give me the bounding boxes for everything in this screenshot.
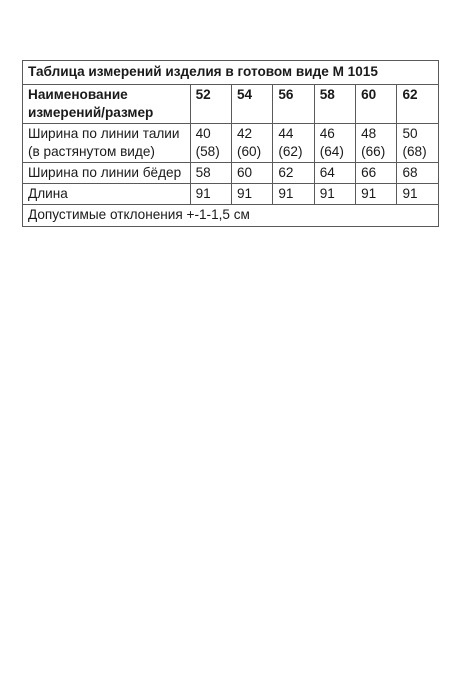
header-size-cell: 58 [314, 85, 355, 124]
table-title: Таблица измерений изделия в готовом виде М 1015 [23, 61, 439, 85]
row-name-cell: Ширина по линии талии (в растянутом виде) [23, 124, 191, 163]
header-size-cell: 56 [273, 85, 314, 124]
table-header-row [23, 85, 439, 124]
value-cell: 48 (66) [356, 124, 397, 163]
table-note-row [23, 205, 439, 227]
value-cell: 68 [397, 163, 439, 184]
row-name-cell: Длина [23, 184, 191, 205]
table-row [23, 163, 439, 184]
header-name-cell: Наименование измерений/размер [23, 85, 191, 124]
value-cell: 64 [314, 163, 355, 184]
table-row [23, 184, 439, 205]
header-size-cell: 62 [397, 85, 439, 124]
value-cell: 91 [314, 184, 355, 205]
value-cell: 46 (64) [314, 124, 355, 163]
value-cell: 62 [273, 163, 314, 184]
value-cell: 42 (60) [231, 124, 272, 163]
measurement-table [22, 60, 439, 227]
value-cell: 40 (58) [190, 124, 231, 163]
value-cell: 91 [190, 184, 231, 205]
value-cell: 58 [190, 163, 231, 184]
value-cell: 91 [397, 184, 439, 205]
value-cell: 66 [356, 163, 397, 184]
value-cell: 44 (62) [273, 124, 314, 163]
tolerance-note: Допустимые отклонения +-1-1,5 см [23, 205, 439, 227]
value-cell: 91 [273, 184, 314, 205]
value-cell: 60 [231, 163, 272, 184]
row-name-cell: Ширина по линии бёдер [23, 163, 191, 184]
value-cell: 91 [231, 184, 272, 205]
value-cell: 91 [356, 184, 397, 205]
value-cell: 50 (68) [397, 124, 439, 163]
table-title-row [23, 61, 439, 85]
header-size-cell: 54 [231, 85, 272, 124]
header-size-cell: 52 [190, 85, 231, 124]
header-size-cell: 60 [356, 85, 397, 124]
table-row [23, 124, 439, 163]
